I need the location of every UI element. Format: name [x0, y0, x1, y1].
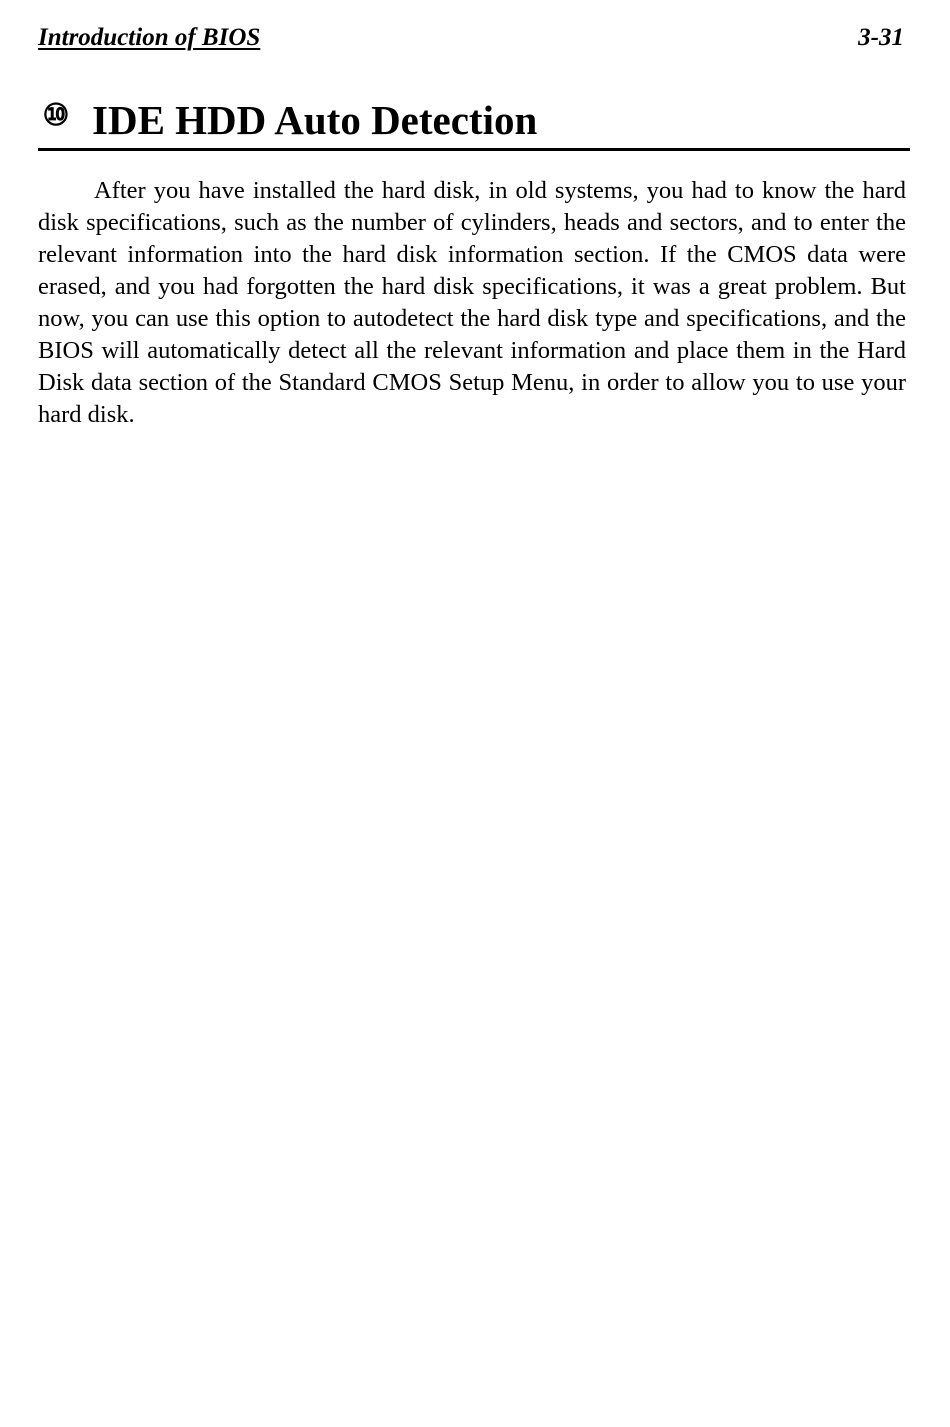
section-title: IDE HDD Auto Detection: [92, 97, 538, 143]
section-number: ⑩: [42, 99, 70, 132]
running-header: [38, 24, 904, 56]
section-heading: [38, 96, 910, 151]
page-number: 3-31: [858, 24, 904, 51]
body-paragraph: After you have installed the hard disk, in old systems, you had to know the hard disk specifications, such as the number of cylinders, heads and sectors, and to enter the relevant information into the hard disk information section. If the CMOS data were erased, and you had forgotten the hard disk specifications, it was a great problem. But now, you can use this option to autodetect the hard disk type and specifications, and the BIOS will automatically detect all the relevant information and place them in the Hard Disk data section of the Standard CMOS Setup Menu, in order to allow you to use your hard disk.: [38, 177, 906, 428]
running-header-title: Introduction of BIOS: [38, 24, 261, 51]
